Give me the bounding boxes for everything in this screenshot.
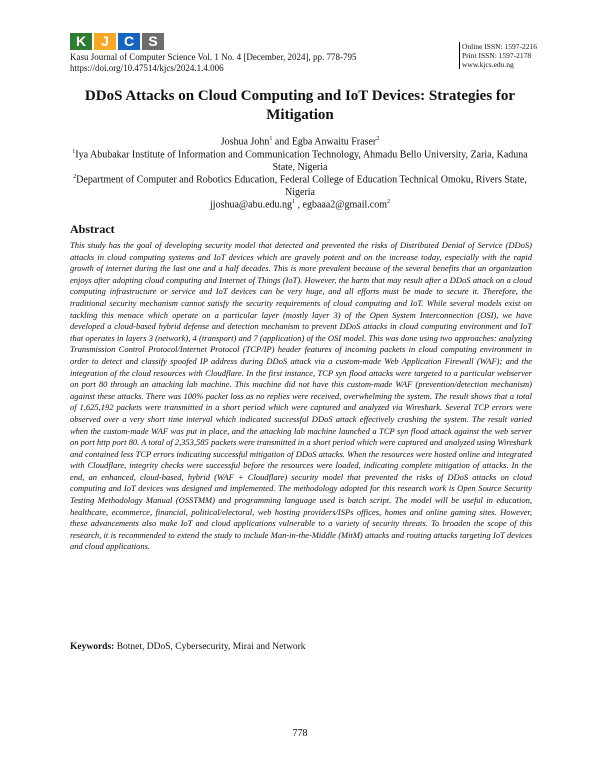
logo-letter-k: K <box>70 33 92 50</box>
journal-logo <box>70 33 164 50</box>
email-1-mark: 1 <box>292 199 296 205</box>
website-link[interactable]: www.kjcs.edu.ng <box>462 60 514 69</box>
author-separator: and <box>272 136 292 148</box>
logo-letter-s: S <box>142 33 164 50</box>
affiliation-1-mark: 1 <box>72 149 76 155</box>
keywords-label: Keywords: <box>70 642 115 652</box>
author-2-mark: 2 <box>376 136 380 142</box>
email-separator: , <box>295 199 303 211</box>
affiliation-1-text: Iya Abubakar Institute of Information and Communication Technology, Ahmadu Bello University, Zaria, Kaduna State, Nigeria <box>75 149 528 173</box>
journal-citation <box>70 52 357 73</box>
email-line <box>70 196 530 212</box>
author-2: Egba Anwaitu Fraser <box>291 136 377 148</box>
logo-letter-j: J <box>94 33 116 50</box>
author-1: Joshua John <box>220 136 270 148</box>
doi-link[interactable]: https://doi.org/10.47514/kjcs/2024.1.4.006 <box>70 62 224 73</box>
issn-block <box>459 42 537 69</box>
affiliation-2-mark: 2 <box>73 174 77 180</box>
abstract-text: This study has the goal of developing security model that detected and prevented the risks of Distributed Denial of Service (DDoS) attacks in cloud computing systems and IoT devices which are gravely potent and on the increase today, especially with the rapid growth of internet during the last one and a half decades. This is more prevalent because of the several benefits that an organization enjoys after adopting cloud computing and Internet of Things (IoT). However, the harm that may result after a DDoS attack on a cloud computing infrastructure or service and IoT devices can be very huge, and all efforts must be made to secure it. Therefore, the traditional security mechanism cannot satisfy the security requirements of cloud computing and IoT. While several models exist on tackling this menace which operate on a particular layer (mostly layer 3) of the Open System Interconnection (OSI), we have developed a cloud-based hybrid defense and detection mechanism to prevent DDoS attacks in cloud computing environment and IoT that operates in layers 3 (network), 4 (transport) and 7 (application) of the OSI model. This was done using two approaches: analyzing Transmission Control Protocol/Internet Protocol (TCP/IP) header features of incoming packets in cloud computing environment in order to detect and classify spoofed IP address during DDoS attack via a custom-made Web Application Firewall (WAF); and the integration of the cloud resources with Cloudflare. In the first instance, TCP syn flood attacks were targeted to a particular webserver on port 80 through an attacking lab machine. This machine did not have this custom-made WAF (prevention/detection mechanism) against these attacks. There was 100% packet loss as no replies were received, overwhelming the system. The result shows that a total of 1,625,192 packets were transmitted in a short period which were captured and analyzed via Wireshark. Several TCP errors were observed over a very short time interval which indicated successful DDoS attack effectively crashing the system. The result varied when the custom-made WAF was put in place, and the attacking lab machine launched a TCP syn flood attack against the web server on port http port 80. A total of 2,353,585 packets were transmitted in a short period which were captured and analyzed using Wireshark and contained less TCP errors indicating successful mitigation of DDoS attacks. When the resources were hosted online and integrated with Cloudflare, integrity checks were successful before the resources were loaded, indicating complete mitigation of attacks. In the end, an enhanced, cloud-based, hybrid (WAF + Cloudflare) security model that prevented the risks of DDoS attacks on cloud computing and IoT devices was designed and implemented. The methodology adopted for this research work is Open Source Security Testing Methodology Manual (OSSTMM) and programming language used is batch script. The model will be useful in education, healthcare, ecommerce, financial, political/electoral, web hosting providers/ISPs offices, homes and online gaming sites. However, these advancements also make IoT and cloud applications vulnerable to a variety of security threats. To broaden the scope of this research, it is recommended to extend the study to include Man-in-the-Middle (MitM) attacks and routing attacks targeting IoT devices and cloud applications. <box>70 240 532 552</box>
abstract-heading: Abstract <box>70 222 115 236</box>
keywords-line <box>70 642 306 652</box>
affiliation-2-text: Department of Computer and Robotics Education, Federal College of Education Technical Omoku, Rivers State, Nigeria <box>76 174 527 198</box>
author-1-mark: 1 <box>269 136 273 142</box>
keywords-text: Botnet, DDoS, Cybersecurity, Mirai and Network <box>114 642 306 652</box>
email-1[interactable]: jjoshua@abu.edu.ng <box>210 199 293 211</box>
journal-name: Kasu Journal of Computer Science Vol. 1 No. 4 [December, 2024], pp. 778-795 <box>70 52 357 62</box>
email-2-mark: 2 <box>386 199 390 205</box>
email-2[interactable]: egbaaa2@gmail.com <box>302 199 387 211</box>
online-issn: Online ISSN: 1597-2216 <box>462 42 537 51</box>
paper-title: DDoS Attacks on Cloud Computing and IoT Devices: Strategies for Mitigation <box>84 88 516 123</box>
logo-letter-c: C <box>118 33 140 50</box>
page-number: 778 <box>292 728 308 739</box>
print-issn: Print ISSN: 1597-2178 <box>462 51 532 60</box>
